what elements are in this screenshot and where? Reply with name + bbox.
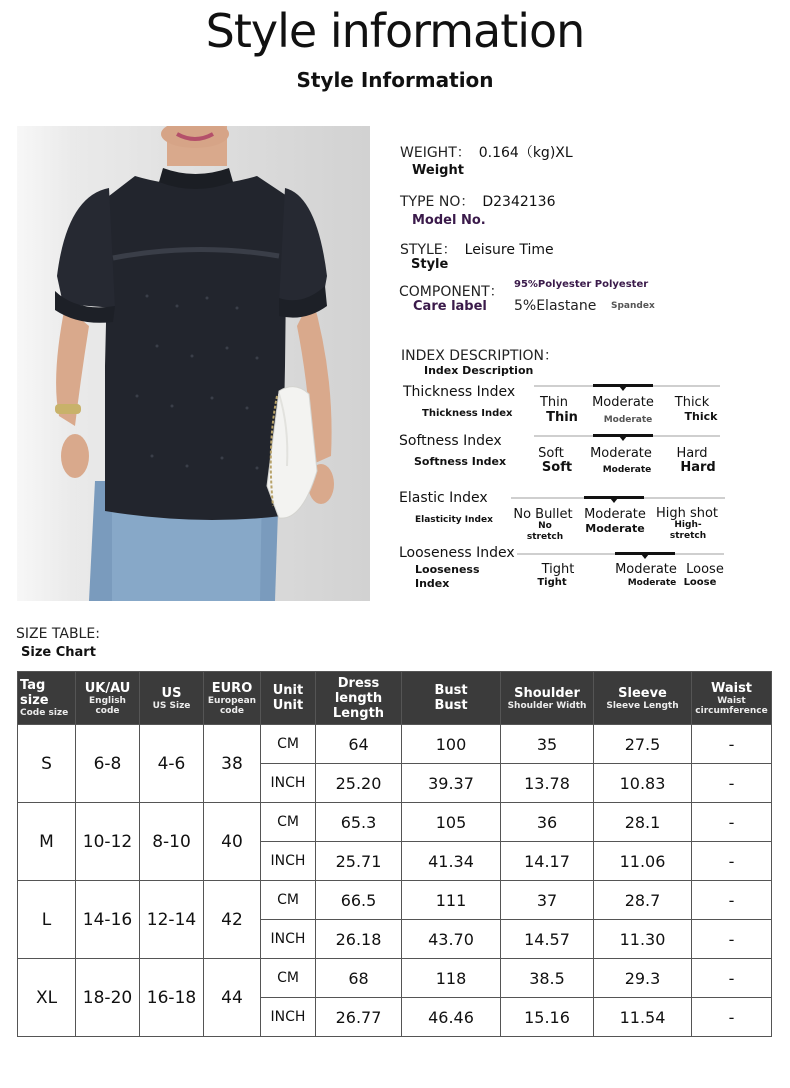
cell-tag-xl: XL: [18, 959, 76, 1037]
looseness-label: Looseness Index: [399, 545, 515, 561]
cell-us-xl: 16-18: [140, 959, 204, 1037]
cell-uk-m: 10-12: [76, 803, 140, 881]
cell-shoulder: 36: [501, 803, 594, 842]
spec-style-sub: Style: [411, 257, 449, 272]
spec-type-no-sub: Model No.: [412, 213, 486, 228]
spec-component-value1: 95%Polyester Polyester: [514, 279, 649, 290]
spec-component-value2: 5%Elastane: [514, 298, 597, 314]
cell-unit: CM: [261, 725, 316, 764]
cell-us-s: 4-6: [140, 725, 204, 803]
elastic-sub: Elasticity Index: [415, 515, 493, 525]
col-shoulder: Shoulder Shoulder Width: [501, 672, 594, 725]
cell-waist: -: [692, 920, 772, 959]
softness-label: Softness Index: [399, 433, 502, 449]
cell-bust: 100: [402, 725, 501, 764]
col-euro: EURO European code: [204, 672, 261, 725]
cell-bust: 105: [402, 803, 501, 842]
looseness-option-moderate: Moderate: [615, 562, 677, 577]
cell-euro-m: 40: [204, 803, 261, 881]
cell-shoulder: 13.78: [501, 764, 594, 803]
size-table-subtitle: Size Chart: [21, 645, 96, 660]
size-table-header: [18, 672, 772, 725]
col-tag-size: Tag size Code size: [18, 672, 76, 725]
page-title: Style information: [205, 4, 585, 58]
softness-option-soft-sub: Soft: [541, 460, 573, 475]
cell-waist: -: [692, 842, 772, 881]
cell-us-l: 12-14: [140, 881, 204, 959]
cell-unit: INCH: [261, 842, 316, 881]
looseness-option-moderate-sub: Moderate: [627, 578, 677, 588]
index-subtitle: Index Description: [424, 364, 534, 377]
cell-sleeve: 29.3: [594, 959, 692, 998]
cell-shoulder: 37: [501, 881, 594, 920]
softness-option-soft: Soft: [538, 446, 564, 461]
page-subtitle: Style Information: [296, 68, 494, 92]
elastic-option-moderate-sub: Moderate: [585, 522, 645, 535]
spec-type-no: [400, 191, 555, 211]
cell-uk-l: 14-16: [76, 881, 140, 959]
cell-uk-xl: 18-20: [76, 959, 140, 1037]
cell-length: 25.20: [316, 764, 402, 803]
thickness-option-moderate-sub: Moderate: [603, 415, 653, 425]
spec-style-label: STYLE：: [400, 242, 457, 258]
softness-scale: [534, 435, 720, 437]
col-bust: Bust Bust: [402, 672, 501, 725]
cell-shoulder: 14.17: [501, 842, 594, 881]
softness-sub: Softness Index: [414, 455, 507, 468]
cell-length: 65.3: [316, 803, 402, 842]
col-us: US US Size: [140, 672, 204, 725]
cell-length: 68: [316, 959, 402, 998]
cell-bust: 41.34: [402, 842, 501, 881]
cell-tag-m: M: [18, 803, 76, 881]
cell-length: 66.5: [316, 881, 402, 920]
spec-weight-label: WEIGHT：: [400, 145, 471, 161]
spec-type-no-value: D2342136: [482, 194, 556, 210]
spec-component-label: COMPONENT：: [399, 284, 504, 300]
spec-type-no-label: TYPE NO：: [400, 194, 475, 210]
thickness-option-thin: Thin: [539, 395, 569, 410]
cell-sleeve: 11.54: [594, 998, 692, 1037]
index-title: INDEX DESCRIPTION：: [401, 348, 559, 364]
cell-waist: -: [692, 998, 772, 1037]
spec-component-sub: Care label: [413, 299, 487, 314]
looseness-sub: Looseness Index: [415, 563, 480, 590]
thickness-sub: Thickness Index: [422, 408, 513, 419]
cell-bust: 118: [402, 959, 501, 998]
cell-waist: -: [692, 764, 772, 803]
thickness-scale: [534, 385, 720, 387]
spec-component-value2-sub: Spandex: [611, 301, 655, 311]
cell-waist: -: [692, 725, 772, 764]
elastic-option-high-shot-sub: High-stretch: [669, 520, 707, 541]
table-row: [18, 959, 772, 998]
cell-sleeve: 11.30: [594, 920, 692, 959]
cell-sleeve: 28.7: [594, 881, 692, 920]
cell-bust: 43.70: [402, 920, 501, 959]
cell-unit: CM: [261, 803, 316, 842]
cell-bust: 39.37: [402, 764, 501, 803]
size-table-title: SIZE TABLE:: [16, 626, 100, 642]
looseness-scale: [517, 553, 724, 555]
cell-shoulder: 14.57: [501, 920, 594, 959]
looseness-option-tight-sub: Tight: [537, 577, 567, 588]
size-chart-table: [17, 671, 772, 1037]
cell-bust: 111: [402, 881, 501, 920]
elastic-scale: [511, 497, 725, 499]
cell-unit: INCH: [261, 764, 316, 803]
cell-sleeve: 11.06: [594, 842, 692, 881]
col-sleeve: Sleeve Sleeve Length: [594, 672, 692, 725]
softness-option-moderate: Moderate: [590, 446, 652, 461]
thickness-option-moderate: Moderate: [592, 395, 654, 410]
cell-sleeve: 10.83: [594, 764, 692, 803]
cell-sleeve: 28.1: [594, 803, 692, 842]
table-row: [18, 881, 772, 920]
cell-uk-s: 6-8: [76, 725, 140, 803]
elastic-option-moderate: Moderate: [584, 507, 646, 522]
spec-style-value: Leisure Time: [464, 242, 554, 258]
spec-weight-value: 0.164（kg)XL: [478, 145, 573, 161]
looseness-option-loose-sub: Loose: [683, 577, 717, 588]
col-dress-length: Dress length Length: [316, 672, 402, 725]
cell-unit: CM: [261, 959, 316, 998]
cell-waist: -: [692, 959, 772, 998]
cell-euro-s: 38: [204, 725, 261, 803]
cell-waist: -: [692, 881, 772, 920]
thickness-option-thick-sub: Thick: [684, 410, 718, 423]
cell-length: 64: [316, 725, 402, 764]
elastic-option-high-shot: High shot: [655, 506, 719, 521]
thickness-label: Thickness Index: [403, 384, 516, 400]
cell-waist: -: [692, 803, 772, 842]
elastic-option-no-bullet-sub: No stretch: [526, 521, 564, 542]
softness-option-hard: Hard: [676, 446, 708, 461]
spec-weight-sub: Weight: [412, 163, 464, 178]
cell-euro-l: 42: [204, 881, 261, 959]
looseness-option-tight: Tight: [541, 562, 575, 577]
cell-shoulder: 38.5: [501, 959, 594, 998]
spec-style: [400, 239, 554, 259]
thickness-option-thin-sub: Thin: [546, 410, 578, 425]
cell-unit: INCH: [261, 920, 316, 959]
cell-shoulder: 35: [501, 725, 594, 764]
softness-option-moderate-sub: Moderate: [602, 465, 652, 475]
cell-tag-l: L: [18, 881, 76, 959]
cell-length: 25.71: [316, 842, 402, 881]
cell-length: 26.18: [316, 920, 402, 959]
col-uk-au: UK/AU English code: [76, 672, 140, 725]
spec-component: [399, 281, 504, 301]
col-unit: Unit Unit: [261, 672, 316, 725]
elastic-label: Elastic Index: [399, 490, 488, 506]
cell-tag-s: S: [18, 725, 76, 803]
cell-unit: CM: [261, 881, 316, 920]
cell-unit: INCH: [261, 998, 316, 1037]
cell-length: 26.77: [316, 998, 402, 1037]
cell-sleeve: 27.5: [594, 725, 692, 764]
model-illustration: [17, 126, 370, 601]
cell-us-m: 8-10: [140, 803, 204, 881]
looseness-option-loose: Loose: [686, 562, 724, 577]
table-row: [18, 725, 772, 764]
product-photo: [17, 126, 370, 601]
table-row: [18, 803, 772, 842]
softness-option-hard-sub: Hard: [680, 460, 716, 475]
spec-weight: [400, 142, 573, 162]
elastic-option-no-bullet: No Bullet: [513, 507, 573, 522]
thickness-option-thick: Thick: [674, 395, 710, 410]
cell-euro-xl: 44: [204, 959, 261, 1037]
col-waist: Waist Waist circumference: [692, 672, 772, 725]
cell-shoulder: 15.16: [501, 998, 594, 1037]
cell-bust: 46.46: [402, 998, 501, 1037]
